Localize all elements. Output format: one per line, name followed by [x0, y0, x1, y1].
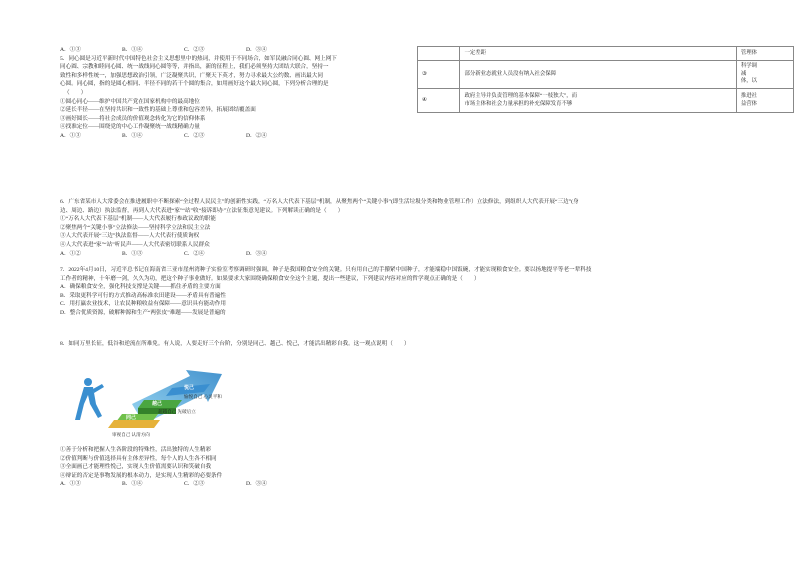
question-text: 7．2022年4月10日，习近平总书记在海南省三亚市崖州湾种子实验室考察调研时强调，种子是我国粮食安全的关键。只有用自己的手攥紧中国种子，才能端稳中国饭碗，才能实现粮食安全。要以扬地提平等老一辈科技 — [60, 267, 592, 273]
statement-item: ①善于分析和把握人生各阶段的特殊性，活出独特的人生精彩 — [60, 447, 212, 453]
step-label: 越己 — [152, 402, 163, 407]
option: B．①④ — [122, 47, 143, 53]
step-caption: 超越自己 先破后立 — [158, 409, 196, 414]
choice-item: A．确保粮食安全，强化科技支撑是关键——抓住矛盾的主要方面 — [60, 284, 221, 291]
option: D．③④ — [246, 481, 267, 488]
left-column — [60, 46, 416, 141]
question-text: 心圆。同心圆，指的是圆心相同、半径不同的若干个圆的集合，如用画好这个最大同心圆，下列分析合理的是 — [60, 81, 329, 88]
statement-item: ③人大代表开展“三边”执法监督——人大代表行使质询权 — [60, 233, 200, 240]
table-cell: 部分新业态就业人员没有纳入社会保障 — [460, 61, 736, 89]
question-text: 工作者的精神，十年磨一剑，久久为功，把这个种子事业做好。如果要求大家围绕确保粮食安全这个主题，提出一些建议，下列建议内容对应的哲学观点正确的是（ ） — [60, 275, 480, 282]
option: A．①③ — [60, 132, 81, 139]
question-7 — [60, 266, 760, 318]
statement-item: ②延长半径——在坚持共识和一致性的基础上尊重和包容差异，拓展团结覆盖面 — [60, 107, 256, 114]
statement-item: ④人大代表进“家”“站”听民声——人大代表密切联系人民群众 — [60, 241, 210, 248]
statement-item: ①圆心同心——维护中国共产党在国家机构中的最高地位 — [60, 98, 200, 105]
table-cell — [418, 47, 460, 61]
right-table — [417, 46, 794, 113]
choice-item: B．采取更科学可行的方式推动高标准农田建设——矛盾具有普遍性 — [60, 292, 226, 299]
question-6 — [60, 198, 760, 258]
step-caption: 审视自己 认清方向 — [112, 432, 150, 437]
option: C．②④ — [184, 250, 205, 257]
question-8-items — [60, 446, 480, 489]
statement-item: ③画好圆长——将社会成员的价值观念转化为它的信仰体系 — [60, 115, 206, 122]
question-text: 致性和多样性统一，加强思想政治引领，广泛凝聚共识，广聚天下英才，努力寻求最大公约数、画出最大同 — [60, 72, 323, 79]
table-cell: 管理体 — [736, 47, 793, 61]
table-row — [418, 47, 794, 61]
step-base — [108, 420, 160, 428]
step-label: 悦己 — [184, 386, 195, 391]
question-text: 同心圆、宗教和睦同心圆、统一战线同心圆等等，并指出，新的征程上，我们必须坚持大团结大联合，坚持一 — [60, 64, 329, 71]
table-row — [418, 89, 794, 113]
option: C．②③ — [184, 47, 205, 53]
option: B．①③ — [122, 250, 143, 257]
option: B．①④ — [122, 481, 143, 488]
option: D．③④ — [246, 47, 267, 53]
choice-item: C．用打赢农业技术，让农民种粮收益有保障——意识具有能动作用 — [60, 301, 226, 308]
option: D．③④ — [246, 250, 267, 257]
step-label: 同己 — [126, 416, 137, 421]
q6-options — [60, 250, 760, 259]
table-cell: 政府主导并负责管理的基本保障“一枝独大”，而 市场主体和社会力量承担的补充保障发育不够 — [460, 89, 736, 113]
table-cell: ③ — [418, 61, 460, 89]
person-icon — [75, 378, 104, 420]
statement-item: ④找准定位——围绕党的中心工作凝聚统一战线精确力量 — [60, 124, 200, 131]
question-text: 8．如同万里长征，低谷和逆流在所难免。有人说，人要走好三个台阶，分别是同己、越己、悦己，才能活出精彩自我。这一观点说明（ ） — [60, 341, 410, 347]
option: A．①② — [60, 250, 81, 257]
question-text: （ ） — [64, 89, 87, 96]
option: D．②④ — [246, 132, 267, 139]
choice-item: D．整合优质资源，破解种源和生产“两张皮”难题——发展是普遍的 — [60, 309, 226, 316]
statement-item: ②价值判断与价值选择具有主体差异性，每个人的人生各不相同 — [60, 455, 217, 462]
statement-item: ③全面画已才能理性悦己，实现人生价值需要认识和笑破自我 — [60, 464, 212, 471]
staircase-figure — [72, 362, 252, 440]
statement-item: ④辩证的否定是事物发展的根本动力，是实现人生精彩的必要条件 — [60, 472, 223, 479]
table-cell: 一定差距 — [460, 47, 736, 61]
q8-options — [60, 480, 480, 489]
question-text: 边、周边、路边）执法监督，再到人大代表进“家”“站”收“接诉即办”立法征集意见建议。下列解读正确的是（ ） — [60, 207, 344, 214]
q5-options — [60, 132, 416, 141]
question-text: 6．广东省某市人大常委会在推进履职中不断探索“全过程人民民主”的创新性实践，“万名人大代表下基层”机制，从聚焦两个“关键小事”(即生活垃圾分类和物业管理工作）立法修法，到组织人大代表开展“三边”(身 — [60, 199, 579, 205]
statement-item: ①“万名人大代表下基层”机制——人大代表履行参政议政的职能 — [60, 216, 216, 223]
option: C．②③ — [184, 481, 205, 488]
option: B．①④ — [122, 132, 143, 139]
statement-item: ②聚焦两个“关键小事”立法修法——坚持科学立法和民主立法 — [60, 224, 211, 231]
table-cell: 科学调 减 体，以 — [736, 61, 793, 89]
option: A．①③ — [60, 47, 81, 53]
question-5 — [60, 55, 416, 141]
question-8 — [60, 340, 480, 349]
option: A．①③ — [60, 481, 81, 488]
q4-options — [60, 46, 416, 55]
question-text: 5．同心圆是习近平新时代中国特色社会主义思想里中的热词，并使用于不同场合，如军民融合同心圆、网上网下 — [60, 55, 337, 62]
step-caption: 愉悦自己 心灵平和 — [184, 394, 222, 399]
table-cell: 推进社 益营体 — [736, 89, 793, 113]
table-cell: ④ — [418, 89, 460, 113]
table-row — [418, 61, 794, 89]
option: C．②③ — [184, 132, 205, 139]
